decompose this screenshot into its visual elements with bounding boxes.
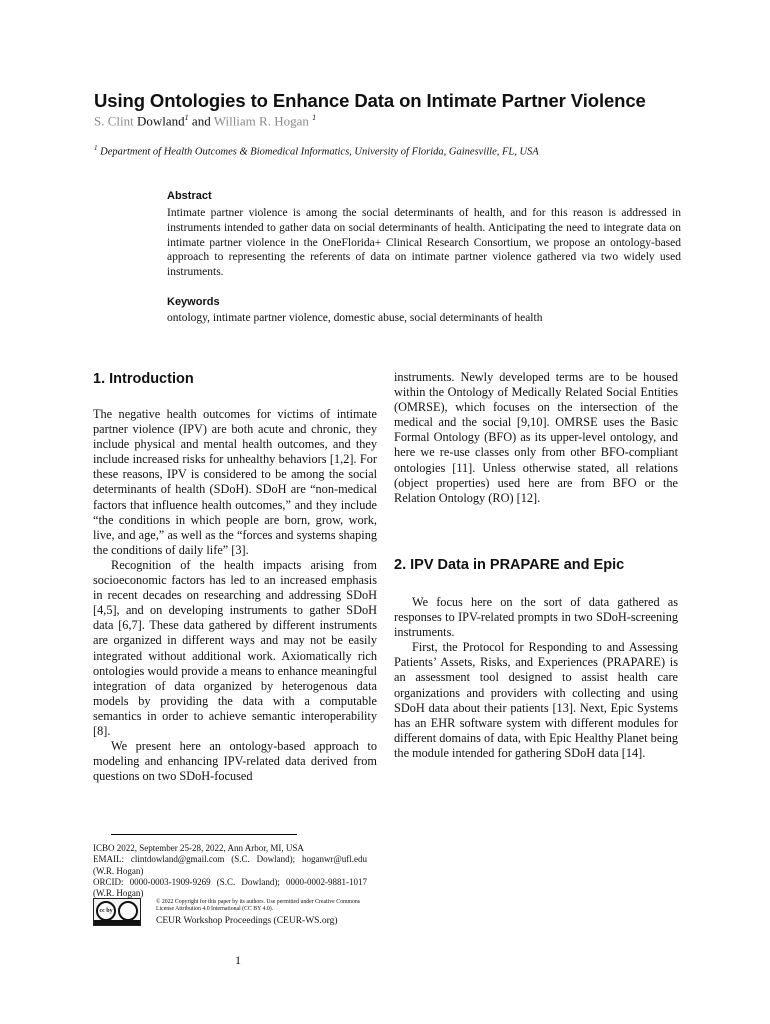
author-2-name: William R. Hogan — [213, 113, 309, 129]
section-2-paragraph-1: We focus here on the sort of data gathered as responses to IPV-related prompts in two SDoH-screening instruments. — [394, 595, 678, 640]
intro-paragraph-3-continued: instruments. Newly developed terms are to be housed within the Ontology of Medically Related Social Entities (OMRSE), which focuses on the intersection of the medical and the social [9,10]. OMRSE uses the Basic Formal Ontology (BFO) as its upper-level ontology, and here we re-use classes only from other BFO-compliant ontologies [11]. Unless otherwise stated, all relations (object properties) used here are from BFO or the Relation Ontology (RO) [12]. — [394, 370, 678, 505]
section-2-paragraph-2: First, the Protocol for Responding to and Assessing Patients’ Assets, Risks, and Experiences (PRAPARE) is an assessment tool designed to assist health care organizations and providers with collecting and using SDoH data about their patients [13]. Next, Epic Systems has an EHR software system with different modules for different domains of data, with Epic Healthy Planet being the module intended for gathering SDoH data [14]. — [394, 640, 678, 760]
section-1-heading: 1. Introduction — [93, 371, 194, 387]
right-column-intro — [394, 370, 678, 506]
author-2-affil-mark: 1 — [312, 113, 317, 122]
abstract-text: Intimate partner violence is among the social determinants of health, and for this reason is addressed in instruments intended to gather data on social determinants of health. Anticipating the need to integrate data on intimate partner violence in the OneFlorida+ Clinical Research Consortium, we propose an ontology-based approach to representing the referents of data on intimate partner violence gathered via two widely used instruments. — [167, 207, 681, 279]
intro-paragraph-3: We present here an ontology-based approach to modeling and enhancing IPV-related data derived from questions on two SDoH-focused — [93, 739, 377, 784]
affiliation — [94, 144, 694, 158]
right-column-section-2 — [394, 595, 678, 761]
author-line — [94, 113, 316, 129]
copyright-notice: © 2022 Copyright for this paper by its authors. Use permitted under Creative Commons License Attribution 4.0 International (CC BY 4.0). — [156, 899, 361, 912]
section-2-heading: 2. IPV Data in PRAPARE and Epic — [394, 557, 625, 573]
author-1-given-name: S. Clint — [94, 113, 134, 129]
attribution-icon — [118, 901, 138, 921]
page-number: 1 — [235, 953, 241, 967]
author-1-family-name: Dowland — [137, 113, 185, 129]
abstract-heading: Abstract — [167, 190, 212, 202]
affiliation-mark: 1 — [94, 144, 98, 152]
footnote — [93, 843, 367, 899]
footnote-orcid: ORCID: 0000-0003-1909-9269 (S.C. Dowland); 0000-0002-9881-1017 (W.R. Hogan) — [93, 876, 367, 899]
affiliation-text: Department of Health Outcomes & Biomedical Informatics, University of Florida, Gainesville, FL, USA — [100, 146, 539, 158]
intro-paragraph-1: The negative health outcomes for victims of intimate partner violence (IPV) are both acute and chronic, they include physical and mental health outcomes, and they include increased risks for unhealthy behaviors [1,2]. For these reasons, IPV is considered to be among the social determinants of health (SDoH). SDoH are “non-medical factors that influence health outcomes,” and they include “the conditions in which people are born, grow, work, live, and age,” as well as the “forces and systems shaping the conditions of daily life” [3]. — [93, 407, 377, 557]
author-connector: and — [191, 113, 211, 129]
author-1-affil-mark: 1 — [184, 113, 189, 122]
keywords-heading: Keywords — [167, 296, 220, 308]
license-strip — [94, 920, 140, 925]
left-column — [93, 407, 377, 784]
footnote-rule — [111, 834, 297, 835]
ceur-proceedings: CEUR Workshop Proceedings (CEUR-WS.org) — [156, 916, 338, 926]
keywords-text: ontology, intimate partner violence, domestic abuse, social determinants of health — [167, 312, 543, 324]
paper-title: Using Ontologies to Enhance Data on Intimate Partner Violence — [94, 90, 646, 111]
footnote-email: EMAIL: clintdowland@gmail.com (S.C. Dowland); hoganwr@ufl.edu (W.R. Hogan) — [93, 854, 367, 876]
cc-by-license-icon — [93, 898, 141, 926]
footnote-venue: ICBO 2022, September 25-28, 2022, Ann Arbor, MI, USA — [93, 843, 304, 853]
intro-paragraph-2: Recognition of the health impacts arising from socioeconomic factors has led to an increased emphasis in recent decades on researching and addressing SDoH [4,5], and on developing instruments to gather SDoH data [6,7]. These data gathered by different instruments are organized in different ways and may not be easily integrated without additional work. Axiomatically rich ontologies would provide a means to enhance meaningful integration of data organized by heterogenous data models by providing the data with a computable semantics in order to achieve semantic interoperability [8]. — [93, 557, 377, 738]
cc-icon: cc by — [96, 901, 116, 921]
